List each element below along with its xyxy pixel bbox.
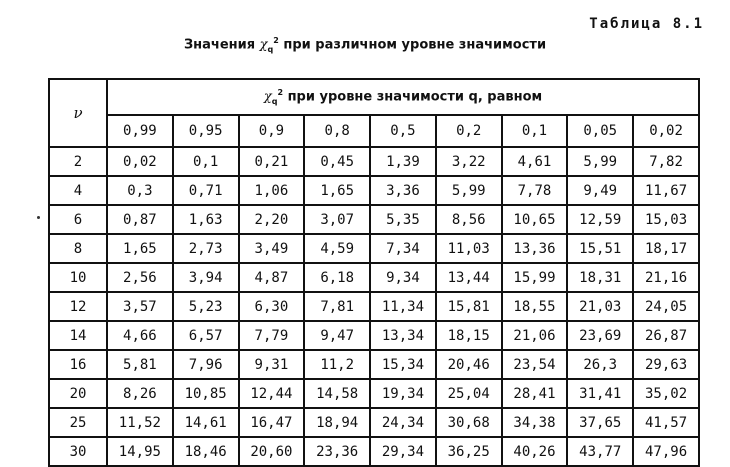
value-cell: 35,02 bbox=[633, 379, 699, 408]
value-cell: 26,3 bbox=[567, 350, 633, 379]
value-cell: 7,96 bbox=[173, 350, 239, 379]
value-cell: 18,31 bbox=[567, 263, 633, 292]
value-cell: 5,81 bbox=[107, 350, 173, 379]
value-cell: 3,36 bbox=[370, 176, 436, 205]
value-cell: 4,87 bbox=[239, 263, 305, 292]
value-cell: 18,15 bbox=[436, 321, 502, 350]
value-cell: 21,16 bbox=[633, 263, 699, 292]
value-cell: 15,81 bbox=[436, 292, 502, 321]
value-cell: 3,22 bbox=[436, 147, 502, 176]
value-cell: 8,26 bbox=[107, 379, 173, 408]
value-cell: 24,05 bbox=[633, 292, 699, 321]
table-row bbox=[49, 263, 699, 292]
q-level-header: 0,8 bbox=[304, 115, 370, 147]
value-cell: 15,51 bbox=[567, 234, 633, 263]
value-cell: 5,23 bbox=[173, 292, 239, 321]
value-cell: 4,61 bbox=[502, 147, 568, 176]
value-cell: 0,87 bbox=[107, 205, 173, 234]
q-level-header: 0,05 bbox=[567, 115, 633, 147]
value-cell: 1,39 bbox=[370, 147, 436, 176]
table-row bbox=[49, 321, 699, 350]
value-cell: 24,34 bbox=[370, 408, 436, 437]
value-cell: 25,04 bbox=[436, 379, 502, 408]
value-cell: 26,87 bbox=[633, 321, 699, 350]
table-row bbox=[49, 437, 699, 466]
value-cell: 23,36 bbox=[304, 437, 370, 466]
value-cell: 1,63 bbox=[173, 205, 239, 234]
value-cell: 2,73 bbox=[173, 234, 239, 263]
table-row bbox=[49, 205, 699, 234]
chi-subscript: q bbox=[267, 44, 274, 54]
value-cell: 9,47 bbox=[304, 321, 370, 350]
title-prefix: Значения bbox=[183, 37, 260, 53]
nu-cell: 4 bbox=[49, 176, 107, 205]
value-cell: 0,3 bbox=[107, 176, 173, 205]
value-cell: 7,82 bbox=[633, 147, 699, 176]
value-cell: 31,41 bbox=[567, 379, 633, 408]
value-cell: 11,03 bbox=[436, 234, 502, 263]
value-cell: 0,02 bbox=[107, 147, 173, 176]
value-cell: 3,94 bbox=[173, 263, 239, 292]
nu-cell: 16 bbox=[49, 350, 107, 379]
value-cell: 15,03 bbox=[633, 205, 699, 234]
value-cell: 4,66 bbox=[107, 321, 173, 350]
nu-cell: 10 bbox=[49, 263, 107, 292]
value-cell: 1,06 bbox=[239, 176, 305, 205]
value-cell: 23,54 bbox=[502, 350, 568, 379]
super-header-text: при уровне значимости q, равном bbox=[283, 89, 543, 105]
value-cell: 5,99 bbox=[567, 147, 633, 176]
q-level-header: 0,02 bbox=[633, 115, 699, 147]
nu-cell: 14 bbox=[49, 321, 107, 350]
nu-cell: 6 bbox=[49, 205, 107, 234]
nu-cell: 30 bbox=[49, 437, 107, 466]
value-cell: 18,46 bbox=[173, 437, 239, 466]
q-level-header: 0,95 bbox=[173, 115, 239, 147]
q-level-header: 0,99 bbox=[107, 115, 173, 147]
value-cell: 9,49 bbox=[567, 176, 633, 205]
value-cell: 11,34 bbox=[370, 292, 436, 321]
value-cell: 5,99 bbox=[436, 176, 502, 205]
table-number: Таблица 8.1 bbox=[589, 16, 704, 32]
nu-column-header: ν bbox=[49, 79, 107, 147]
nu-cell: 12 bbox=[49, 292, 107, 321]
value-cell: 6,18 bbox=[304, 263, 370, 292]
super-chi-superscript: 2 bbox=[277, 88, 284, 98]
value-cell: 14,58 bbox=[304, 379, 370, 408]
significance-group-header bbox=[107, 79, 699, 115]
value-cell: 18,94 bbox=[304, 408, 370, 437]
value-cell: 0,71 bbox=[173, 176, 239, 205]
value-cell: 11,2 bbox=[304, 350, 370, 379]
value-cell: 3,07 bbox=[304, 205, 370, 234]
value-cell: 40,26 bbox=[502, 437, 568, 466]
q-level-header: 0,2 bbox=[436, 115, 502, 147]
nu-cell: 2 bbox=[49, 147, 107, 176]
table-row bbox=[49, 408, 699, 437]
value-cell: 8,56 bbox=[436, 205, 502, 234]
value-cell: 34,38 bbox=[502, 408, 568, 437]
chi-superscript: 2 bbox=[273, 36, 279, 45]
value-cell: 18,55 bbox=[502, 292, 568, 321]
table-row bbox=[49, 147, 699, 176]
value-cell: 37,65 bbox=[567, 408, 633, 437]
value-cell: 0,45 bbox=[304, 147, 370, 176]
super-chi-subscript: q bbox=[271, 96, 278, 106]
value-cell: 14,95 bbox=[107, 437, 173, 466]
value-cell: 7,81 bbox=[304, 292, 370, 321]
value-cell: 11,67 bbox=[633, 176, 699, 205]
value-cell: 14,61 bbox=[173, 408, 239, 437]
value-cell: 29,34 bbox=[370, 437, 436, 466]
table-row bbox=[49, 176, 699, 205]
value-cell: 19,34 bbox=[370, 379, 436, 408]
value-cell: 23,69 bbox=[567, 321, 633, 350]
table-row bbox=[49, 350, 699, 379]
value-cell: 43,77 bbox=[567, 437, 633, 466]
value-cell: 13,34 bbox=[370, 321, 436, 350]
chi-symbol: χ bbox=[259, 37, 268, 53]
value-cell: 0,21 bbox=[239, 147, 305, 176]
nu-cell: 25 bbox=[49, 408, 107, 437]
nu-cell: 8 bbox=[49, 234, 107, 263]
value-cell: 20,60 bbox=[239, 437, 305, 466]
value-cell: 7,78 bbox=[502, 176, 568, 205]
value-cell: 2,20 bbox=[239, 205, 305, 234]
value-cell: 7,79 bbox=[239, 321, 305, 350]
value-cell: 9,34 bbox=[370, 263, 436, 292]
value-cell: 6,30 bbox=[239, 292, 305, 321]
value-cell: 29,63 bbox=[633, 350, 699, 379]
value-cell: 1,65 bbox=[304, 176, 370, 205]
value-cell: 0,1 bbox=[173, 147, 239, 176]
value-cell: 41,57 bbox=[633, 408, 699, 437]
q-level-header: 0,5 bbox=[370, 115, 436, 147]
title-suffix: при различном уровне значимости bbox=[278, 37, 547, 53]
value-cell: 36,25 bbox=[436, 437, 502, 466]
value-cell: 7,34 bbox=[370, 234, 436, 263]
chi-square-table bbox=[48, 78, 700, 467]
table-row bbox=[49, 379, 699, 408]
value-cell: 1,65 bbox=[107, 234, 173, 263]
value-cell: 4,59 bbox=[304, 234, 370, 263]
value-cell: 47,96 bbox=[633, 437, 699, 466]
table-row bbox=[49, 292, 699, 321]
value-cell: 6,57 bbox=[173, 321, 239, 350]
value-cell: 18,17 bbox=[633, 234, 699, 263]
value-cell: 10,65 bbox=[502, 205, 568, 234]
stray-mark bbox=[37, 216, 40, 219]
value-cell: 15,34 bbox=[370, 350, 436, 379]
value-cell: 3,57 bbox=[107, 292, 173, 321]
value-cell: 20,46 bbox=[436, 350, 502, 379]
value-cell: 21,06 bbox=[502, 321, 568, 350]
value-cell: 13,44 bbox=[436, 263, 502, 292]
table-row bbox=[49, 234, 699, 263]
table-body bbox=[49, 147, 699, 466]
value-cell: 3,49 bbox=[239, 234, 305, 263]
q-level-header: 0,9 bbox=[239, 115, 305, 147]
value-cell: 12,44 bbox=[239, 379, 305, 408]
value-cell: 12,59 bbox=[567, 205, 633, 234]
value-cell: 15,99 bbox=[502, 263, 568, 292]
value-cell: 28,41 bbox=[502, 379, 568, 408]
table-title bbox=[0, 36, 730, 54]
nu-cell: 20 bbox=[49, 379, 107, 408]
value-cell: 5,35 bbox=[370, 205, 436, 234]
value-cell: 21,03 bbox=[567, 292, 633, 321]
value-cell: 16,47 bbox=[239, 408, 305, 437]
q-levels-row bbox=[49, 115, 699, 147]
value-cell: 13,36 bbox=[502, 234, 568, 263]
value-cell: 9,31 bbox=[239, 350, 305, 379]
value-cell: 2,56 bbox=[107, 263, 173, 292]
value-cell: 10,85 bbox=[173, 379, 239, 408]
value-cell: 30,68 bbox=[436, 408, 502, 437]
super-chi-symbol: χ bbox=[263, 89, 272, 105]
value-cell: 11,52 bbox=[107, 408, 173, 437]
q-level-header: 0,1 bbox=[502, 115, 568, 147]
